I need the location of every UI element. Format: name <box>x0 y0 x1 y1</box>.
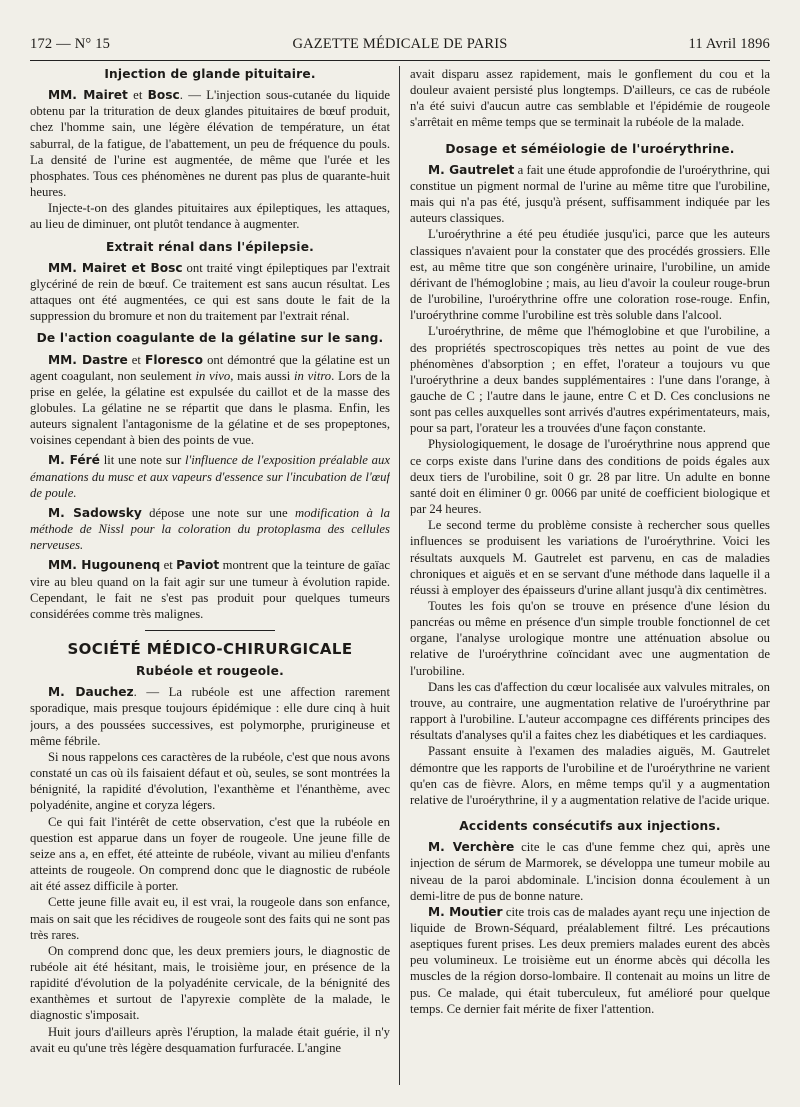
paragraph: MM. Hugounenq et Paviot montrent que la teinture de gaïac vire au bleu quand on la fait agir sur une tumeur à évolution rapide. Cependant, le fait ne s'est pas produit pour quelques tumeurs considérées comme très malignes. <box>30 558 390 621</box>
page-header <box>30 36 770 58</box>
paragraph: Si nous rappelons ces caractères de la rubéole, c'est que nous avons constaté un cas où ils faisaient défaut et où, seules, se sont montrées la bénignité, la rapidité d'évolution, l'exanthème et l'énanthème, avec polyadénite, angine et coryza légers. <box>30 749 390 813</box>
left-column <box>30 66 390 1089</box>
section-title-uroerythrine: Dosage et séméiologie de l'uroérythrine. <box>445 141 735 156</box>
paragraph: Physiologiquement, le dosage de l'uroérythrine nous apprend que ce corps existe dans l'urine dans des conditions de poids égales aux deux tiers de l'urobiline, soit 0 gr. 28 par litre. Un adulte en bonne santé doit en éliminer 0 gr. 0066 par unité de coefficient biologique et par 24 heures. <box>410 437 770 517</box>
paragraph: Cette jeune fille avait eu, il est vrai, la rougeole dans son enfance, mais on sait que les récidives de rougeole sont des faits qui ne sont pas très rares. <box>30 895 390 942</box>
section-title-renal-extract: Extrait rénal dans l'épilepsie. <box>106 239 314 254</box>
right-column <box>410 66 770 1089</box>
section-separator <box>145 630 275 631</box>
author-name: M. Dauchez <box>48 685 134 700</box>
paragraph: M. Sadowsky dépose une note sur une modification à la méthode de Nissl pour la coloration du protoplasma des cellules nerveuses. <box>30 505 390 553</box>
author-name: MM. Mairet <box>48 88 128 103</box>
author-name: MM. Hugounenq <box>48 558 161 573</box>
paragraph: Huit jours d'ailleurs après l'éruption, la malade était guérie, il n'y avait eu qu'une très légère desquamation furfuracée. L'angine <box>30 1024 390 1055</box>
journal-title: GAZETTE MÉDICALE DE PARIS <box>292 36 508 52</box>
paragraph: MM. Mairet et Bosc. — L'injection sous-cutanée du liquide obtenu par la trituration de deux glandes pituitaires de bœuf produit, chez l'homme sain, une légère élévation de température, un état saburral, de la fatigue, de l'abattement, un peu de fréquence du pouls. La densité de l'urine est augmentée, de même que l'urée et les phosphates. Tous ces phénomènes ne durent pas plus de quarante-huit heures. <box>30 88 390 200</box>
author-name: Floresco <box>145 352 204 367</box>
page-number: 172 — N° 15 <box>30 36 111 52</box>
paragraph: On comprend donc que, les deux premiers jours, le diagnostic de rubéole ait été hésitant, mais, le troisième jour, en présence de la rapidité d'évolution de la polyadénite cervicale, de la bénignité des exanthèmes et surtout de l'apyrexie complète de la malade, le diagnostic s'imposait. <box>30 943 390 1023</box>
column-divider <box>399 66 400 1085</box>
section-title-pituitary: Injection de glande pituitaire. <box>104 67 316 81</box>
paragraph: Injecte-t-on des glandes pituitaires aux épileptiques, les attaques, au lieu de diminuer, ont plutôt tendance à augmenter. <box>30 201 390 232</box>
issue-date: 11 Avril 1896 <box>688 36 770 52</box>
paragraph: Toutes les fois qu'on se trouve en présence d'une lésion du pancréas ou même en présence d'un simple trouble fonctionnel de cet organe, l'analyse urologique montre une atténuation absolue ou relative de l'uroérythrine coïncidant avec une augmentation de l'urobiline. <box>410 599 770 678</box>
paragraph: Dans les cas d'affection du cœur localisée aux valvules mitrales, on trouve, au contraire, une augmentation relative de l'uroérythrine par rapport à l'urobiline. L'auteur accompagne ces différents principes des résultats d'analyses qu'il a faites chez les diabétiques et les cardiaques. <box>410 679 770 743</box>
paragraph: Le second terme du problème consiste à rechercher sous quelles influences se produisent les variations de l'uroérythrine. Voici les résultats auxquels M. Gautrelet est parvenu, en cas de maladies chroniques et aiguës et en se servant d'une méthode dans laquelle il a réussi à employer des épaisseurs d'urine allant jusqu'à dix centimètres. <box>410 518 770 597</box>
paragraph: MM. Dastre et Floresco ont démontré que la gélatine est un agent coagulant, non seulement in vivo, mais aussi in vitro. Lors de la prise en gelée, la gélatine est expulsée du caillot et de la masse des globules. La gélatine ne se répartit que dans le plasma. Enfin, les auteurs signalent l'antagonisme de la gélatine et de ses propeptones, voisines cependant à bien des points de vue. <box>30 352 390 448</box>
paragraph: MM. Mairet et Bosc ont traité vingt épileptiques par l'extrait glycériné de rein de bœuf. Ce traitement est sans aucun résultat. Les attaques ont été augmentées, ce qui est sans doute le fait de la suppression du bromure et non du traitement par l'extrait rénal. <box>30 260 390 324</box>
author-name: M. Verchère <box>428 840 515 855</box>
paragraph: L'uroérythrine a été peu étudiée jusqu'ici, parce que les auteurs classiques n'avaient pour la constater que des procédés grossiers. Elle est, au même titre que son congénère urinaire, l'urobiline, un amide dérivant de l'hémoglobine ; mais, au lieu d'avoir la couleur rouge-brun de l'urobiline, l'uroérythrine offre une coloration rose-rouge. Enfin, l'uroérythrine comme l'urobiline est très soluble dans l'alcool. <box>410 227 770 323</box>
paragraph: avait disparu assez rapidement, mais le gonflement du cou et la douleur avaient persisté plus longtemps. D'ailleurs, ce cas de rubéole n'a été suivi d'aucun autre cas semblable et l'épidémie de rougeole s'arrêtait en même temps que se terminait la rubéole de la malade. <box>410 67 770 130</box>
paragraph: M. Gautrelet a fait une étude approfondie de l'uroérythrine, qui constitue un pigment normal de l'urine au même titre que l'urobiline, mais qui n'a pas été, jusqu'à présent, suffisamment indiquée par les auteurs classiques. <box>410 162 770 226</box>
paragraph: M. Dauchez. — La rubéole est une affection rarement sporadique, mais presque toujours épidémique : elle dure cinq à huit jours, a des poussées successives, est polymorphe, prurigineuse et même fébrile. <box>30 685 390 748</box>
paragraph: Ce qui fait l'intérêt de cette observation, c'est que la rubéole en question est apparue dans un foyer de rougeole. Une jeune fille de seize ans a, en effet, été atteinte de rubéole, vivant au milieu d'enfants atteints de rougeole. On comprend donc que le diagnostic de rubéole ait été assez difficile à porter. <box>30 814 390 894</box>
author-name: M. Féré <box>48 453 100 468</box>
section-title-gelatine: De l'action coagulante de la gélatine sur le sang. <box>36 331 384 346</box>
author-name: M. Moutier <box>428 904 503 919</box>
paragraph: M. Féré lit une note sur l'influence de l'exposition préalable aux émanations du musc et aux vapeurs d'essence sur l'incubation de l'œuf de poule. <box>30 453 390 500</box>
author-name: Bosc <box>147 88 180 103</box>
author-name: MM. Dastre <box>48 352 128 367</box>
section-title-rubeole: Rubéole et rougeole. <box>136 664 284 679</box>
author-name: M. Gautrelet <box>428 162 515 177</box>
author-name: Paviot <box>176 558 220 573</box>
paragraph: L'uroérythrine, de même que l'hémoglobine et que l'urobiline, a des propriétés spectroscopiques très nettes au point de vue des phénomènes d'absorption ; en effet, l'orateur a toujours vu que l'uroérythrine a deux bandes supplémentaires : l'une dans l'orange, à gauche de C ; l'autre dans le jaune, entre C et D. Ces conclusions ne sont pas celles auxquelles sont arrivés d'autres expérimentateurs, mais, pour sa part, l'orateur les a trouvées d'une façon constante. <box>410 324 770 436</box>
paragraph: M. Verchère cite le cas d'une femme chez qui, après une injection de sérum de Marmorek, se développa une tumeur mobile au niveau de la paroi abdominale. L'incision donna écoulement à un demi-litre de pus de bonne nature. <box>410 840 770 903</box>
author-name: MM. Mairet et Bosc <box>48 260 183 275</box>
header-rule <box>30 60 770 61</box>
society-title: SOCIÉTÉ MÉDICO-CHIRURGICALE <box>67 640 353 658</box>
author-name: M. Sadowsky <box>48 505 142 520</box>
section-title-injection-accidents: Accidents consécutifs aux injections. <box>459 819 721 834</box>
paragraph: Passant ensuite à l'examen des maladies aiguës, M. Gautrelet démontre que les rapports de l'urobiline et de l'uroérythrine ne varient qu'en cas de fièvre. Alors, en même temps qu'il y a augmentation relative de l'uroérythrine, il y a augmentation relative de l'acide urique. <box>410 744 770 807</box>
paragraph: M. Moutier cite trois cas de malades ayant reçu une injection de liquide de Brown-Séquard, préalablement filtré. Les précautions aseptiques furent prises. Les deux premiers malades eurent des abcès peu volumineux. Le troisième eut un énorme abcès qui décolla les muscles de la région dorso-lombaire. Il contenait au moins un litre de pus. Ce malade, qui était tuberculeux, fut amélioré pour quelque temps. Ce dernier fait mérite de fixer l'attention. <box>410 904 770 1016</box>
